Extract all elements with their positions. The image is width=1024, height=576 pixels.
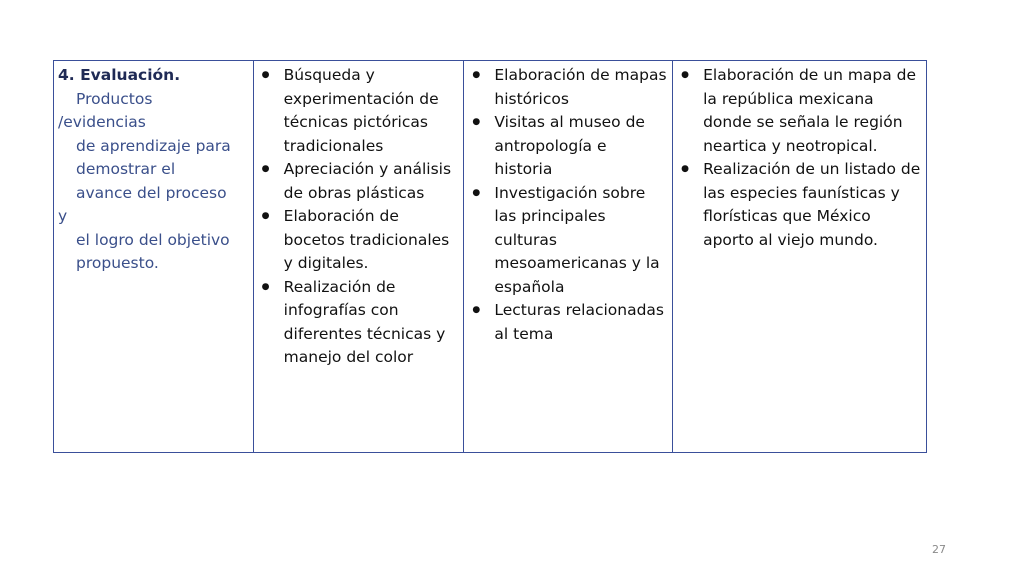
criteria-cell (54, 61, 254, 453)
list-item-text: Realización de un listado de las especies faunísticas y florísticas que México aporto al viejo mundo. (703, 160, 921, 249)
bullet-icon: ● (472, 305, 481, 315)
list-item (468, 182, 668, 300)
bullet-list (677, 64, 922, 252)
list-item (258, 158, 460, 205)
list-item-text: Elaboración de mapas históricos (494, 66, 667, 108)
bullet-icon: ● (681, 70, 689, 80)
bullet-icon: ● (261, 281, 270, 292)
list-item (258, 276, 460, 370)
criteria-line: /evidencias (58, 113, 146, 131)
criteria-line: demostrar el (76, 160, 176, 178)
evaluation-table (53, 60, 927, 453)
bullet-icon: ● (261, 211, 270, 221)
list-item (258, 64, 460, 158)
bullet-icon: ● (472, 70, 481, 80)
bullet-list (258, 64, 460, 370)
list-item-text: Búsqueda y experimentación de técnicas pictóricas tradicionales (283, 66, 439, 155)
criteria-line: avance del proceso (76, 183, 227, 202)
list-item-text: Investigación sobre las principales culturas mesoamericanas y la española (494, 183, 660, 296)
list-item-text: Elaboración de bocetos tradicionales y digitales. (283, 207, 450, 272)
activities-cell-geography (673, 61, 927, 453)
list-item-text: Elaboración de un mapa de la república mexicana donde se señala le región neartica y neotropical. (703, 66, 917, 155)
bullet-icon: ● (472, 187, 481, 198)
activities-cell-techniques (253, 61, 464, 453)
list-item-text: Realización de infografías con diferentes técnicas y manejo del color (283, 277, 446, 366)
bullet-icon: ● (472, 117, 481, 127)
activities-cell-history (464, 61, 673, 453)
table-row (54, 61, 927, 453)
list-item (468, 64, 668, 111)
criteria-heading: 4. Evaluación. (58, 66, 181, 84)
list-item (468, 299, 668, 346)
bullet-list (468, 64, 668, 346)
bullet-icon: ● (261, 70, 270, 80)
slide-number: 27 (932, 543, 946, 556)
list-item-text: Apreciación y análisis de obras plásticas (283, 160, 452, 202)
list-item-text: Visitas al museo de antropología e historia (494, 113, 645, 178)
list-item (677, 158, 922, 252)
criteria-line: de aprendizaje para (76, 136, 231, 155)
criteria-line: propuesto. (76, 254, 159, 272)
criteria-line: el logro del objetivo (76, 230, 230, 249)
list-item (468, 111, 668, 182)
bullet-icon: ● (261, 164, 270, 174)
list-item (258, 205, 460, 276)
list-item-text: Lecturas relacionadas al tema (494, 301, 665, 343)
list-item (677, 64, 922, 158)
criteria-line: Productos (76, 89, 153, 108)
criteria-line: y (58, 207, 68, 225)
bullet-icon: ● (681, 164, 689, 174)
